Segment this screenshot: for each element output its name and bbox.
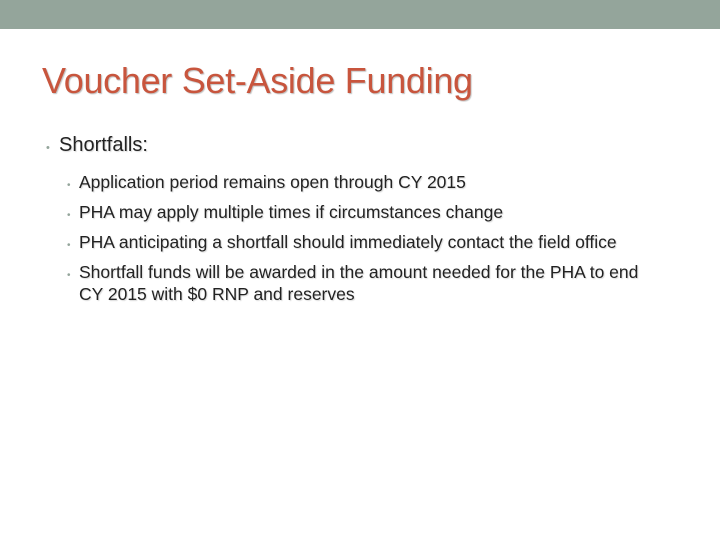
top-accent-bar xyxy=(0,0,720,29)
bullet-icon: • xyxy=(46,142,50,154)
sub-bullet-text: Shortfall funds will be awarded in the amount needed for the PHA to end CY 2015 with $0 RNP and reserves xyxy=(79,262,639,304)
bullet-icon: • xyxy=(67,270,71,281)
bullet-icon: • xyxy=(67,210,71,221)
bullet-icon: • xyxy=(67,180,71,191)
sub-bullet-text: PHA anticipating a shortfall should immediately contact the field office xyxy=(79,232,617,252)
sub-bullet-text: Application period remains open through CY 2015 xyxy=(79,172,466,192)
bullet-icon: • xyxy=(67,240,71,251)
sub-bullet-item xyxy=(67,231,686,257)
sub-bullet-item xyxy=(67,171,686,197)
sub-bullet-item xyxy=(67,261,686,305)
bullet-item-shortfalls xyxy=(46,132,686,161)
sub-bullet-item xyxy=(67,201,686,227)
bullet-text: Shortfalls: xyxy=(59,134,148,156)
slide-content xyxy=(46,132,686,309)
slide-title: Voucher Set-Aside Funding xyxy=(42,60,473,101)
sub-bullet-text: PHA may apply multiple times if circumstances change xyxy=(79,202,504,222)
sub-bullet-list xyxy=(67,171,686,305)
